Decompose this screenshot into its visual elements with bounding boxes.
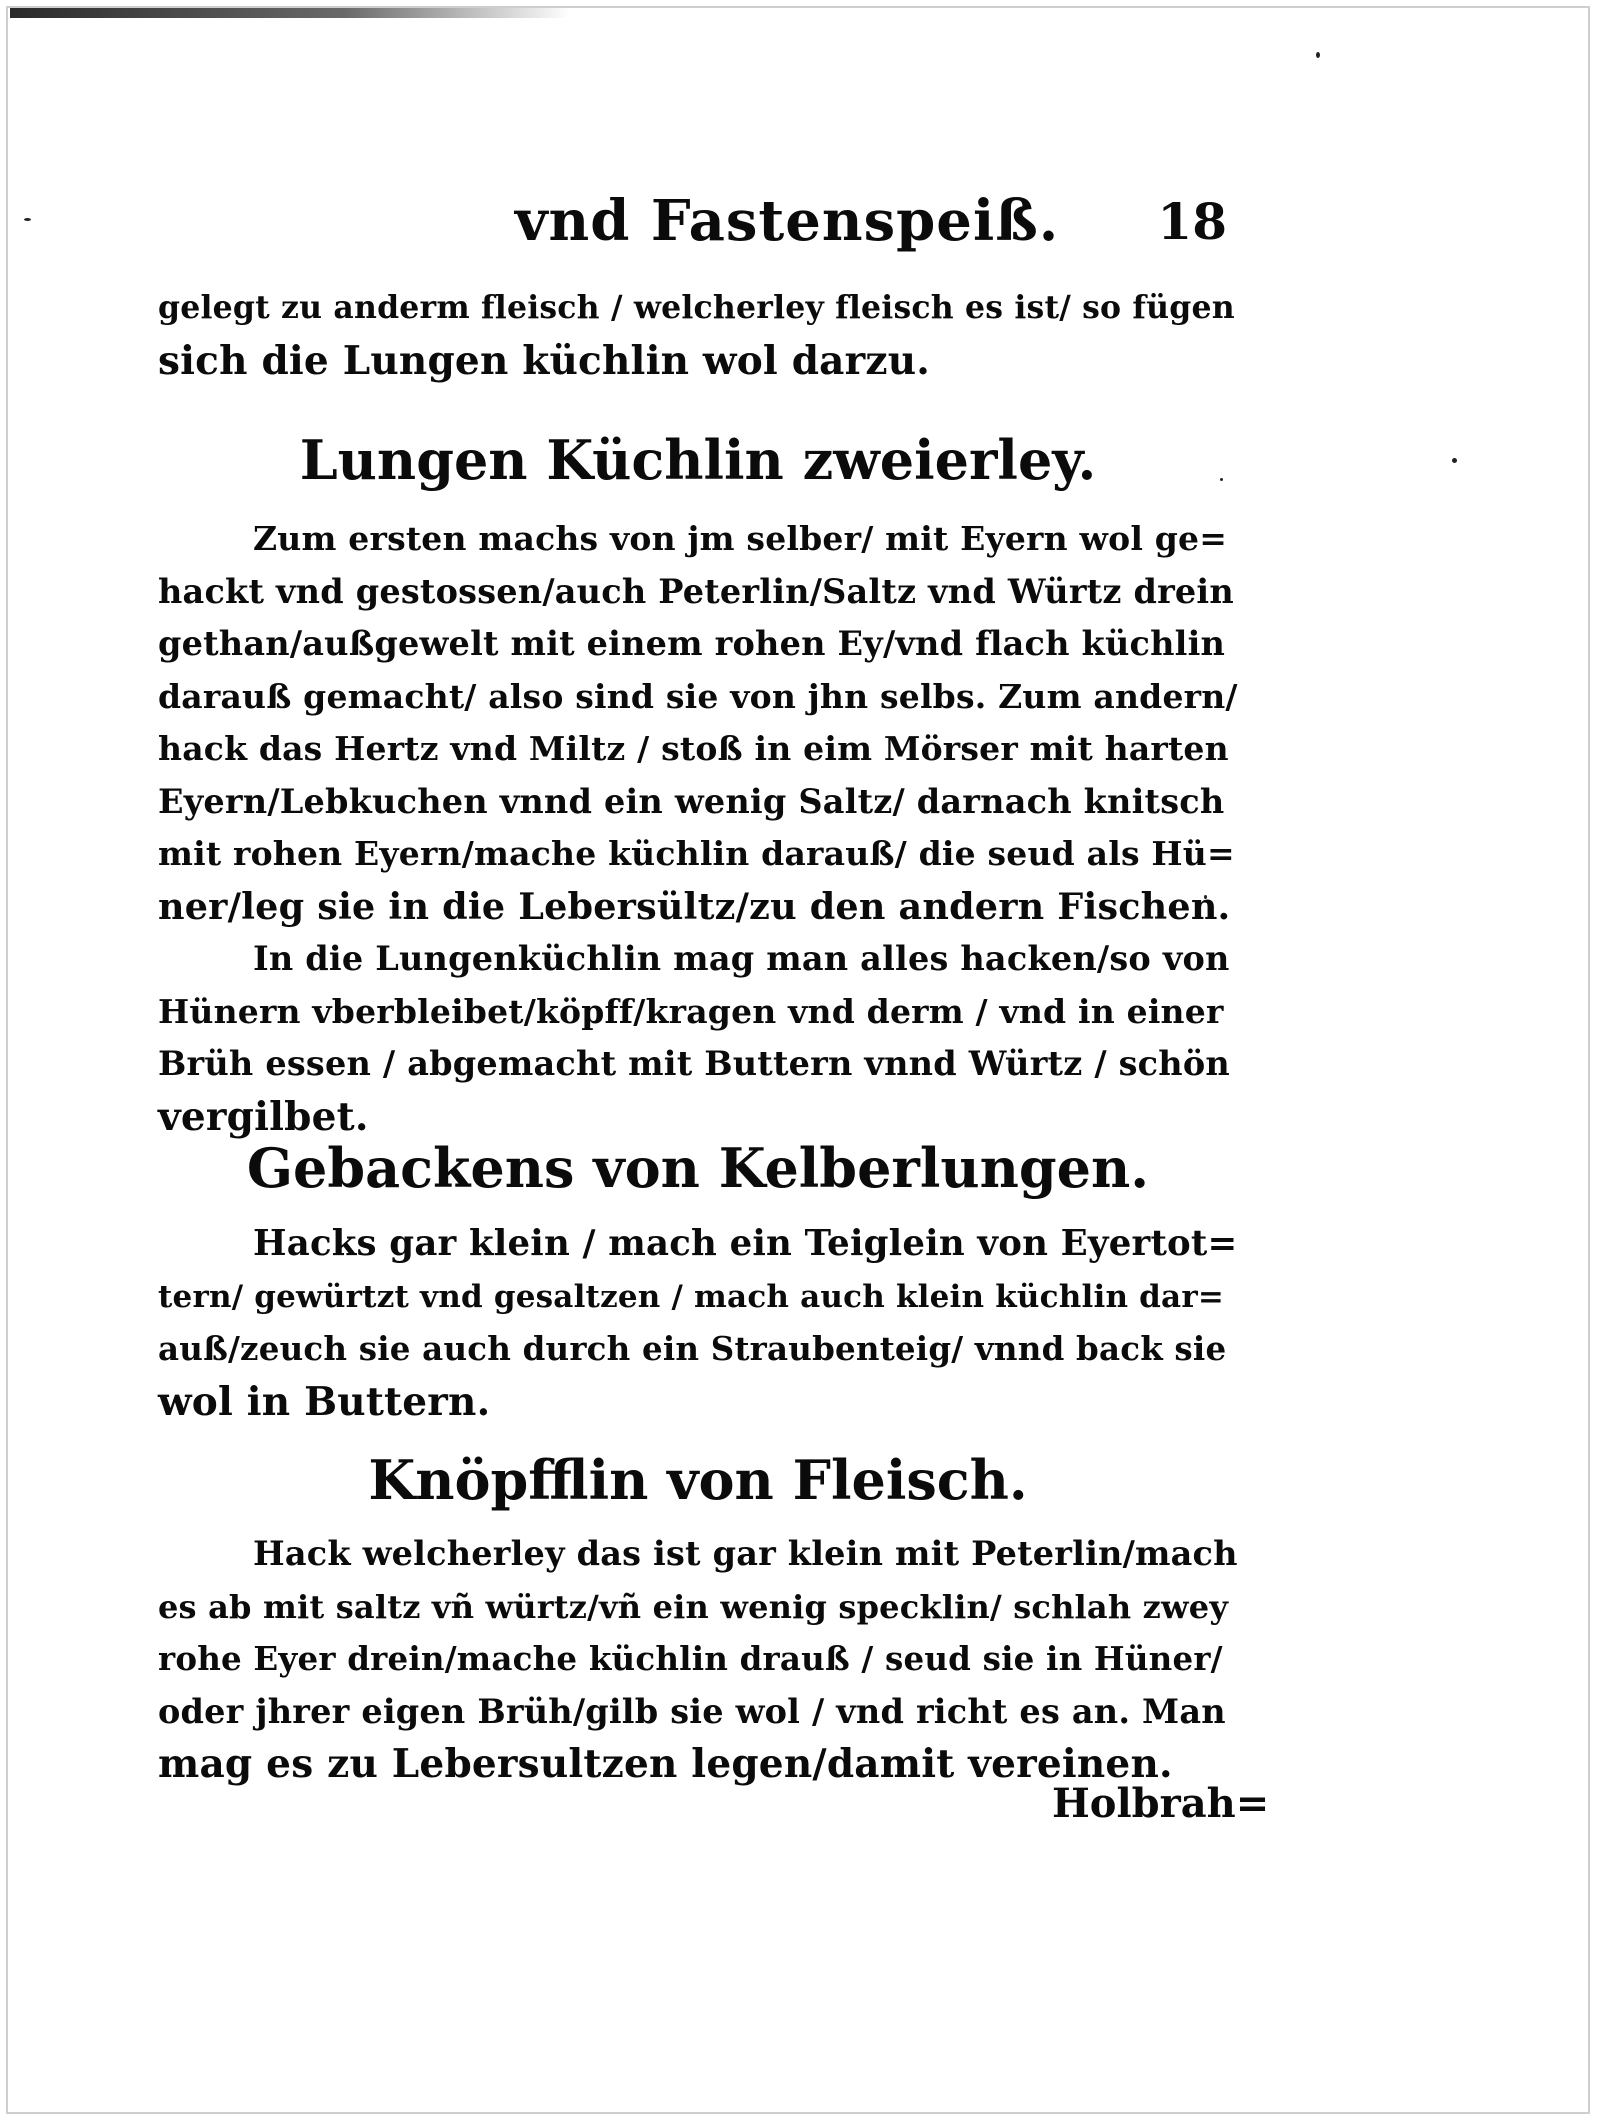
text-line: oder jhrer eigen Brüh/gilb sie wol / vnd richt es an. Man (158, 1691, 1226, 1731)
text-line: darauß gemacht/ also sind sie von jhn selbs. Zum andern/ (158, 676, 1238, 716)
ink-speck (1316, 52, 1320, 58)
text-line: rohe Eyer drein/mache küchlin drauß / seud sie in Hüner/ (158, 1639, 1223, 1678)
text-line: tern/ gewürtzt vnd gesaltzen / mach auch klein küchlin dar= (158, 1278, 1225, 1315)
text-line: mit rohen Eyern/mache küchlin darauß/ die seud als Hü= (158, 834, 1235, 873)
text-line: hack das Hertz vnd Miltz / stoß in eim Mörser mit harten (158, 729, 1229, 768)
text-line: wol in Buttern. (158, 1378, 491, 1425)
scan-shadow-edge (10, 8, 570, 18)
section-heading: Knöpfflin von Fleisch. (368, 1448, 1028, 1512)
text-line: Brüh essen / abgemacht mit Buttern vnnd Würtz / schön (158, 1044, 1230, 1083)
running-head (160, 188, 1235, 258)
ink-speck (1452, 458, 1457, 463)
text-line: In die Lungenküchlin mag man alles hacken/so von (253, 939, 1230, 978)
text-line: gelegt zu anderm fleisch / welcherley fleisch es ist/ so fügen (158, 289, 1235, 326)
text-line: mag es zu Lebersultzen legen/damit vereinen. (158, 1741, 1173, 1787)
section-heading: Lungen Küchlin zweierley. (299, 428, 1097, 492)
text-line: vergilbet. (158, 1093, 369, 1140)
intro-paragraph (158, 282, 1238, 387)
text-line: Hack welcherley das ist gar klein mit Peterlin/mach (253, 1534, 1238, 1573)
section-body (158, 1528, 1238, 1791)
text-line: gethan/außgewelt mit einem rohen Ey/vnd flach küchlin (158, 624, 1226, 663)
text-line: ner/leg sie in die Lebersültz/zu den andern Fischen. (158, 884, 1231, 928)
running-title: vnd Fastenspeiß. (515, 188, 1060, 254)
section-body (158, 513, 1238, 1143)
text-line: Eyern/Lebkuchen vnnd ein wenig Saltz/ darnach knitsch (158, 781, 1225, 821)
catchword: Holbrah= (1052, 1780, 1270, 1827)
text-line: Zum ersten machs von jm selber/ mit Eyern wol ge= (253, 519, 1228, 558)
page-number: 18 (1157, 192, 1227, 251)
section-heading: Gebackens von Kelberlungen. (246, 1136, 1150, 1200)
text-line: hackt vnd gestossen/auch Peterlin/Saltz vnd Würtz drein (158, 571, 1234, 611)
ink-speck (24, 218, 31, 221)
text-line: auß/zeuch sie auch durch ein Straubenteig/ vnnd back sie (158, 1329, 1227, 1368)
text-line: es ab mit saltz vñ würtz/vñ ein wenig specklin/ schlah zwey (158, 1587, 1229, 1626)
section-body (158, 1218, 1238, 1428)
text-line: Hacks gar klein / mach ein Teiglein von Eyertot= (253, 1223, 1238, 1264)
text-line: sich die Lungen küchlin wol darzu. (158, 337, 931, 384)
text-line: Hünern vberbleibet/köpff/kragen vnd derm / vnd in einer (158, 991, 1224, 1031)
